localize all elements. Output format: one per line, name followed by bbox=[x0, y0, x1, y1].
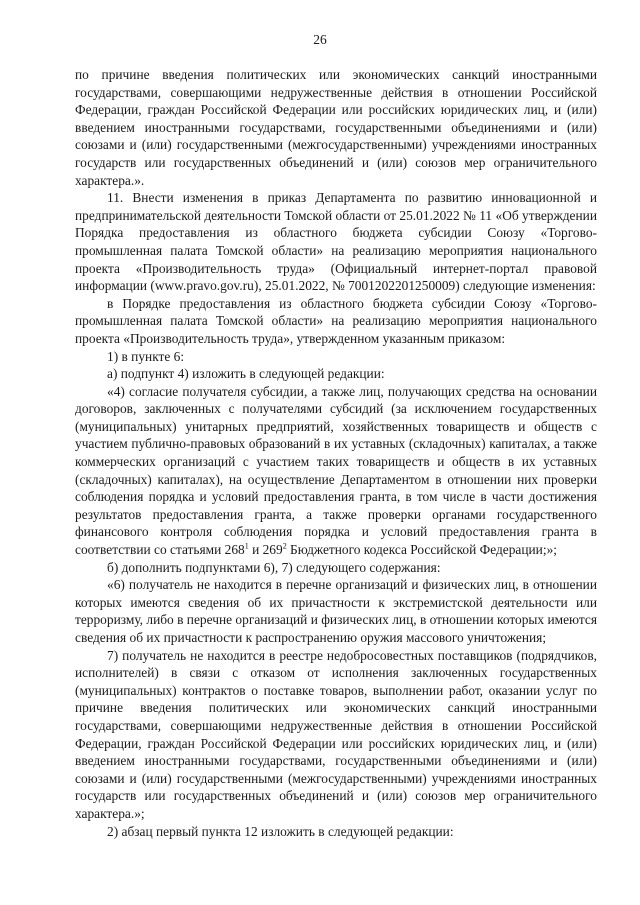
paragraph-subpoint-a: а) подпункт 4) изложить в следующей редакции: bbox=[107, 366, 385, 382]
page-number: 26 bbox=[313, 32, 327, 47]
paragraph-subpoint-7-text: 7) получатель не находится в реестре недобросовестных поставщиков (подрядчиков, исполнителей) в связи с отказом от исполнения заключенных государственных (муниципальных) контрактов о поставке товаров, выполнении работ, оказании услуг по причине введения политических или экономических санкций иностранными государствами, совершающими недружественные действия в отношении Российской Федерации, граждан Российской Федерации или российских юридических лиц, и (или) введением иностранными государствами, государственными объединениями и (или) союзами и (или) государственными (межгосударственными) учреждениями иностранных государств или государственных объединений и (или) союзов мер ограничительного характера.»; bbox=[75, 647, 597, 821]
document-body bbox=[75, 66, 597, 840]
paragraph-item-11: 11. Внести изменения в приказ Департамента по развитию инновационной и предпринимательской деятельности Томской области от 25.01.2022 № 11 «Об утверждении Порядка предоставления из областного бюджета субсидии Союзу «Торгово-промышленная палата Томской области» на реализацию мероприятия национального проекта «Производительность труда» (Официальный интернет-портал правовой информации (www.pravo.gov.ru), 25.01.2022, № 7001202201250009) следующие изменения: bbox=[75, 190, 597, 294]
paragraph-procedure-intro: в Порядке предоставления из областного бюджета субсидии Союзу «Торгово-промышленная палата Томской области» на реализацию мероприятия национального проекта «Производительность труда», утвержденном указанным приказом: bbox=[75, 295, 597, 346]
superscript-1: 1 bbox=[244, 541, 249, 551]
paragraph-subpoint-b: б) дополнить подпунктами 6), 7) следующего содержания: bbox=[107, 559, 441, 575]
paragraph-point-12: 2) абзац первый пункта 12 изложить в следующей редакции: bbox=[107, 823, 454, 839]
superscript-2: 2 bbox=[282, 541, 287, 551]
subpoint-4-and-text: и 269 bbox=[248, 542, 283, 558]
subpoint-4-ending-text: Бюджетного кодекса Российской Федерации;»; bbox=[286, 542, 557, 558]
paragraph-subpoint-4-text bbox=[75, 383, 597, 559]
paragraph-subpoint-6-text: «6) получатель не находится в перечне организаций и физических лиц, в отношении которых имеются сведения об их причастности к экстремистской деятельности или терроризму, либо в перечне организаций и физических лиц, в отношении которых имеются сведения об их причастности к распространению оружия массового уничтожения; bbox=[75, 577, 597, 645]
subpoint-4-main-text: «4) согласие получателя субсидии, а также лиц, получающих средства на основании договоров, заключенных с получателями субсидий (за исключением государственных (муниципальных) унитарных предприятий, хозяйственных товариществ и обществ с участием публично-правовых образований в их уставных (складочных) капиталах, а также коммерческих организаций с участием таких товариществ и обществ в их уставных (складочных) капиталах), на осуществление Департаментом в отношении них проверки соблюдения порядка и условий предоставления гранта, в том числе в части достижения результатов предоставления гранта, а также проверки органами государственного финансового контроля соблюдения порядка и условий предоставления гранта в соответствии со статьями 268 bbox=[75, 383, 597, 558]
paragraph-continuation: по причине введения политических или экономических санкций иностранными государствами, совершающими недружественные действия в отношении Российской Федерации, граждан Российской Федерации или российских юридических лиц, и (или) введением иностранными государствами, государственными объединениями и (или) союзами и (или) государственными (межгосударственными) учреждениями иностранных государств или государственных объединений и (или) союзов мер ограничительного характера.». bbox=[75, 67, 597, 188]
paragraph-point-6: 1) в пункте 6: bbox=[107, 348, 185, 364]
